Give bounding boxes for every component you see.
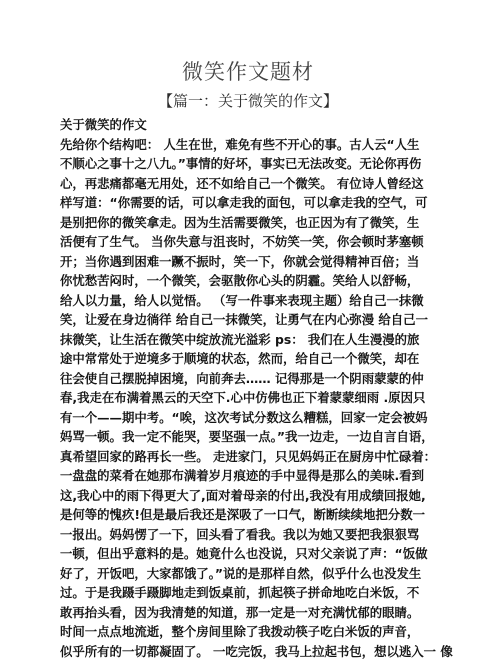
text-line: 一盘盘的菜肴在她那布满着岁月痕迹的手中显得是那么的美味.看到 bbox=[60, 466, 442, 486]
text-line: 春,我走在布满着黑云的天空下.心中仿佛也正下着蒙蒙细雨 .原因只 bbox=[60, 388, 442, 408]
text-line: 抹微笑，让生活在微笑中绽放流光溢彩 ps： 我们在人生漫漫的旅 bbox=[60, 330, 442, 350]
text-line: 活便有了生气。 当你失意与沮丧时，不妨笑一笑，你会顿时茅塞顿 bbox=[60, 232, 442, 252]
text-line: 这,我心中的雨下得更大了,面对着母亲的付出,我没有用成绩回报她, bbox=[60, 486, 442, 506]
essay-heading: 关于微笑的作文 bbox=[60, 115, 442, 135]
text-line: 一报出。妈妈愣了一下，回头看了看我。我以为她又要把我狠狠骂 bbox=[60, 525, 442, 545]
text-line: 时间一点点地流逝，整个房间里除了我拨动筷子吃白米饭的声音， bbox=[60, 622, 442, 642]
text-line: 有一个——期中考。“唉，这次考试分数这么糟糕，回家一定会被妈 bbox=[60, 408, 442, 428]
text-line: 过。于是我蹑手蹑脚地走到饭桌前，抓起筷子拼命地吃白米饭，不 bbox=[60, 583, 442, 603]
text-line: 是何等的愧疚!但是最后我还是深吸了一口气，断断续续地把分数一 bbox=[60, 505, 442, 525]
text-line: 途中常常处于逆境多于顺境的状态，然而，给自己一个微笑，却在 bbox=[60, 349, 442, 369]
text-line: 不顺心之事十之八九。”事情的好坏，事实已无法改变。无论你再伤 bbox=[60, 154, 442, 174]
text-line: 给人以力量，给人以觉悟。 （写一件事来表现主题）给自己一抹微 bbox=[60, 291, 442, 311]
text-line: 好了，开饭吧，大家都饿了。”说的是那样自然，似乎什么也没发生 bbox=[60, 564, 442, 584]
text-line: 敢再抬头看，因为我清楚的知道，那一定是一对充满忧郁的眼睛。 bbox=[60, 603, 442, 623]
text-line: 一顿，但出乎意料的是。她竟什么也没说，只对父亲说了声：“饭做 bbox=[60, 544, 442, 564]
section-heading: 【篇一：关于微笑的作文】 bbox=[0, 90, 496, 112]
text-line: 心，再悲痛都毫无用处，还不如给自己一个微笑。 有位诗人曾经这 bbox=[60, 174, 442, 194]
text-line: 往会使自己摆脱掉困境，向前奔去…… 记得那是一个阴雨蒙蒙的仲 bbox=[60, 369, 442, 389]
text-line: 真希望回家的路再长一些。 走进家门，只见妈妈正在厨房中忙碌着： bbox=[60, 447, 442, 467]
text-line: 先给你个结构吧： 人生在世，难免有些不开心的事。古人云“人生 bbox=[60, 135, 442, 155]
text-line: 样写道：“你需要的话，可以拿走我的面包，可以拿走我的空气，可 bbox=[60, 193, 442, 213]
text-line: 你忧愁苦闷时，一个微笑，会驱散你心头的阴霾。笑给人以舒畅， bbox=[60, 271, 442, 291]
essay-body bbox=[60, 115, 442, 661]
text-line: 似乎所有的一切都凝固了。 一吃完饭，我马上拉起书包，想以逃入一 像 bbox=[60, 642, 442, 661]
text-line: 笑，让爱在身边徜徉 给自己一抹微笑，让勇气在内心弥漫 给自己一 bbox=[60, 310, 442, 330]
text-line: 开；当你遇到困难一蹶不振时，笑一下，你就会觉得精神百倍；当 bbox=[60, 252, 442, 272]
document-title: 微笑作文题材 bbox=[0, 58, 496, 86]
text-line: 是别把你的微笑拿走。因为生活需要微笑，也正因为有了微笑，生 bbox=[60, 213, 442, 233]
text-line: 妈骂一顿。我一定不能哭，要坚强一点。”我一边走，一边自言自语， bbox=[60, 427, 442, 447]
